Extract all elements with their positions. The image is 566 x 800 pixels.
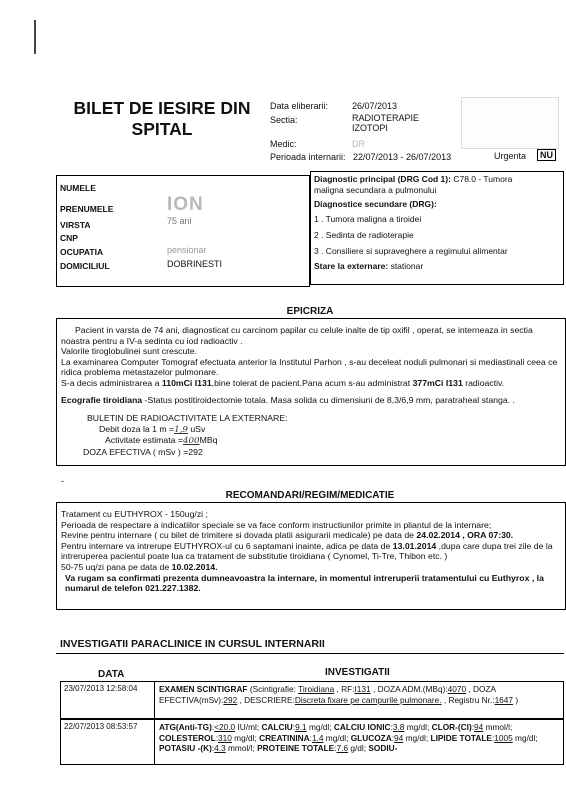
diag-item-1: 1 . Tumora maligna a tiroidei [314, 214, 422, 224]
redacted-stamp-area [461, 97, 559, 149]
diag-secundare-label: Diagnostice secundare (DRG): [314, 199, 437, 209]
until-date: 10.02.2014. [171, 561, 218, 572]
diag-principal-value-2: maligna secundara a pulmonului [314, 185, 437, 195]
ecografie-label: Ecografie tiroidiana [61, 394, 143, 405]
row-date: 23/07/2013 12:58:04 [61, 682, 155, 718]
readmission-date: 24.02.2014 , ORA 07:30. [416, 530, 514, 541]
dose-administered: 110mCi I131 [161, 377, 212, 388]
stare-label: Stare la externare: [314, 261, 389, 271]
rec-line-5: 50-75 uq/zi pana pe data de 10.02.2014. [61, 561, 218, 572]
data-eliberarii-label: Data eliberarii: [270, 101, 329, 111]
medic-value: DR [352, 139, 365, 149]
binder-mark [34, 20, 36, 54]
perioada-label: Perioada internarii: [270, 152, 346, 162]
investigatii-title: INVESTIGATII PARACLINICE IN CURSUL INTERNARII [60, 638, 325, 650]
varsta-label: VIRSTA [60, 220, 91, 230]
perioada-value: 22/07/2013 - 26/07/2013 [353, 152, 452, 162]
diag-item-2: 2 . Sedinta de radioterapie [314, 230, 414, 240]
data-eliberarii-value: 26/07/2013 [352, 101, 398, 111]
epicriza-box [56, 318, 566, 466]
numele-label: NUMELE [60, 183, 96, 193]
title-line-2: SPITAL [131, 119, 193, 139]
medic-label: Medic: [270, 139, 297, 149]
recomandari-title: RECOMANDARI/REGIM/MEDICATIE [225, 490, 395, 501]
activitate-line: Activitate estimata =400MBq [105, 435, 218, 447]
urgenta-value: NU [537, 149, 556, 161]
domiciliul-label: DOMICILIUL [60, 261, 110, 271]
sectia-value-1: RADIOTERAPIE [352, 113, 420, 123]
rec-line-6: Va rugam sa confirmati prezenta dumneavoastra la internare, in momentul intreruperii tratamentului cu Euthyrox , la numarul de telefon 021.227.1382. [65, 572, 544, 594]
table-row [60, 681, 564, 719]
row-text: EXAMEN SCINTIGRAF (Scintigrafie: Tiroidiana , RF:I131 , DOZA ADM.(MBq):4070 , DOZA EFECTIVA(mSv):292 , DESCRIERE:Discreta fixare pe campurile pulmonare. , Registru Nr.:1647 ) [159, 684, 519, 705]
ocupatia-value: pensionar [167, 245, 207, 255]
ocupatia-label: OCUPATIA [60, 247, 104, 257]
debit-line: Debit doza la 1 m =1,9 uSv [99, 423, 206, 435]
diag-principal-label: Diagnostic principal (DRG Cod 1): [314, 174, 451, 184]
ecografie-line: Ecografie tiroidiana -Status postitiroidectomie totala. Masa solida cu dimensiuni de 8,3/6,9 mm, paratraheal stanga. . [61, 394, 515, 405]
prenumele-value: ION [167, 194, 204, 215]
epicriza-p4: S-a decis administrarea a 110mCi I131,bine tolerat de pacient.Pana acum s-au administrat 377mCi I131 radioactiv. [61, 377, 505, 388]
cnp-label: CNP [60, 233, 78, 243]
prenumele-label: PRENUMELE [60, 204, 114, 214]
patient-info-box [56, 175, 310, 287]
title-line-1: BILET DE IESIRE DIN [73, 98, 251, 118]
activitate-handwritten: 400 [182, 436, 200, 447]
epicriza-p3: La examinarea Computer Tomograf efectuata anterior la Institutul Parhon , s-au deceleat noduli pulmonari si mediastinali ceea ce ridica problema metastazelor pulmonare. [61, 356, 558, 378]
row-date: 22/07/2013 08:53:57 [61, 720, 155, 764]
urgenta-label: Urgenta [494, 151, 527, 161]
investigatii-rule [56, 653, 564, 654]
diag-principal-value: C78.0 - Tumora [453, 174, 513, 184]
debit-handwritten: 1,9 [174, 424, 188, 435]
table-row [60, 719, 564, 765]
buletin-title: BULETIN DE RADIOACTIVITATE LA EXTERNARE: [87, 413, 288, 424]
rec-line-1: Tratament cu EUTHYROX - 150ug/zi ; [61, 509, 208, 519]
row-text: ATG(Anti-TG):<20.0 IU/ml; CALCIU:9.1 mg/dl; CALCIU IONIC:3.8 mg/dl; CLOR-(Cl):94 mmol/l; COLESTEROL:310 mg/dl; CREATININA:1.4 mg/dl; GLUCOZA:94 mg/dl; LIPIDE TOTALE:1005 mg/dl; POTASIU -(K):4.3 mmol/l; PROTEINE TOTALE:7.6 g/dl; SODIU- [159, 722, 538, 753]
rec-line-3: Revine pentru internare ( cu bilet de trimitere si dovada platii asigurarii medicale) pe data de 24.02.2014 , ORA 07:30. [61, 530, 514, 541]
epicriza-p1: Pacient in varsta de 74 ani, diagnosticat cu carcinom papilar cu celule inalte de tip oxifil , operat, se interneaza in sectia noastra pentru a IV-a sedinta cu iod radioactiv . [61, 325, 533, 346]
domiciliul-value: DOBRINESTI [167, 259, 223, 269]
epicriza-p2: Valorile tiroglobulinei sunt crescute. [61, 346, 198, 357]
dash-mark: - [61, 476, 64, 486]
rec-line-4: Pentru internare va intrerupe EUTHYROX-ul cu 6 saptamani inainte, adica pe data de 13.01.2014 ,dupa care dupa trei zile de la intreruperea pacientul poate lua ca tratament de substitutie tiroidiana ( Cynomel, Ti-Tre, Thibon etc. ) [61, 540, 553, 562]
recomandari-box [56, 502, 566, 610]
doza-efectiva: DOZA EFECTIVA ( mSv ) =292 [83, 446, 203, 457]
document-title [58, 98, 266, 140]
sectia-label: Sectia: [270, 115, 298, 125]
dose-total: 377mCi I131 [412, 377, 463, 388]
col-investigatii-header: INVESTIGATII [325, 667, 390, 678]
rec-line-2: Perioada de respectare a indicatiilor speciale se va face conform instructiunilor primite in pliantul de la internare; [61, 519, 492, 530]
col-data-header: DATA [98, 669, 125, 680]
varsta-value: 75 ani [167, 216, 192, 226]
stop-date: 13.01.2014 [392, 540, 437, 551]
diagnosis-box [310, 171, 564, 285]
sectia-value-2: IZOTOPI [352, 123, 388, 133]
stare-value: stationar [390, 261, 424, 271]
diag-item-3: 3 . Consiliere si supraveghere a regimului alimentar [314, 246, 508, 256]
epicriza-title: EPICRIZA [286, 306, 334, 317]
